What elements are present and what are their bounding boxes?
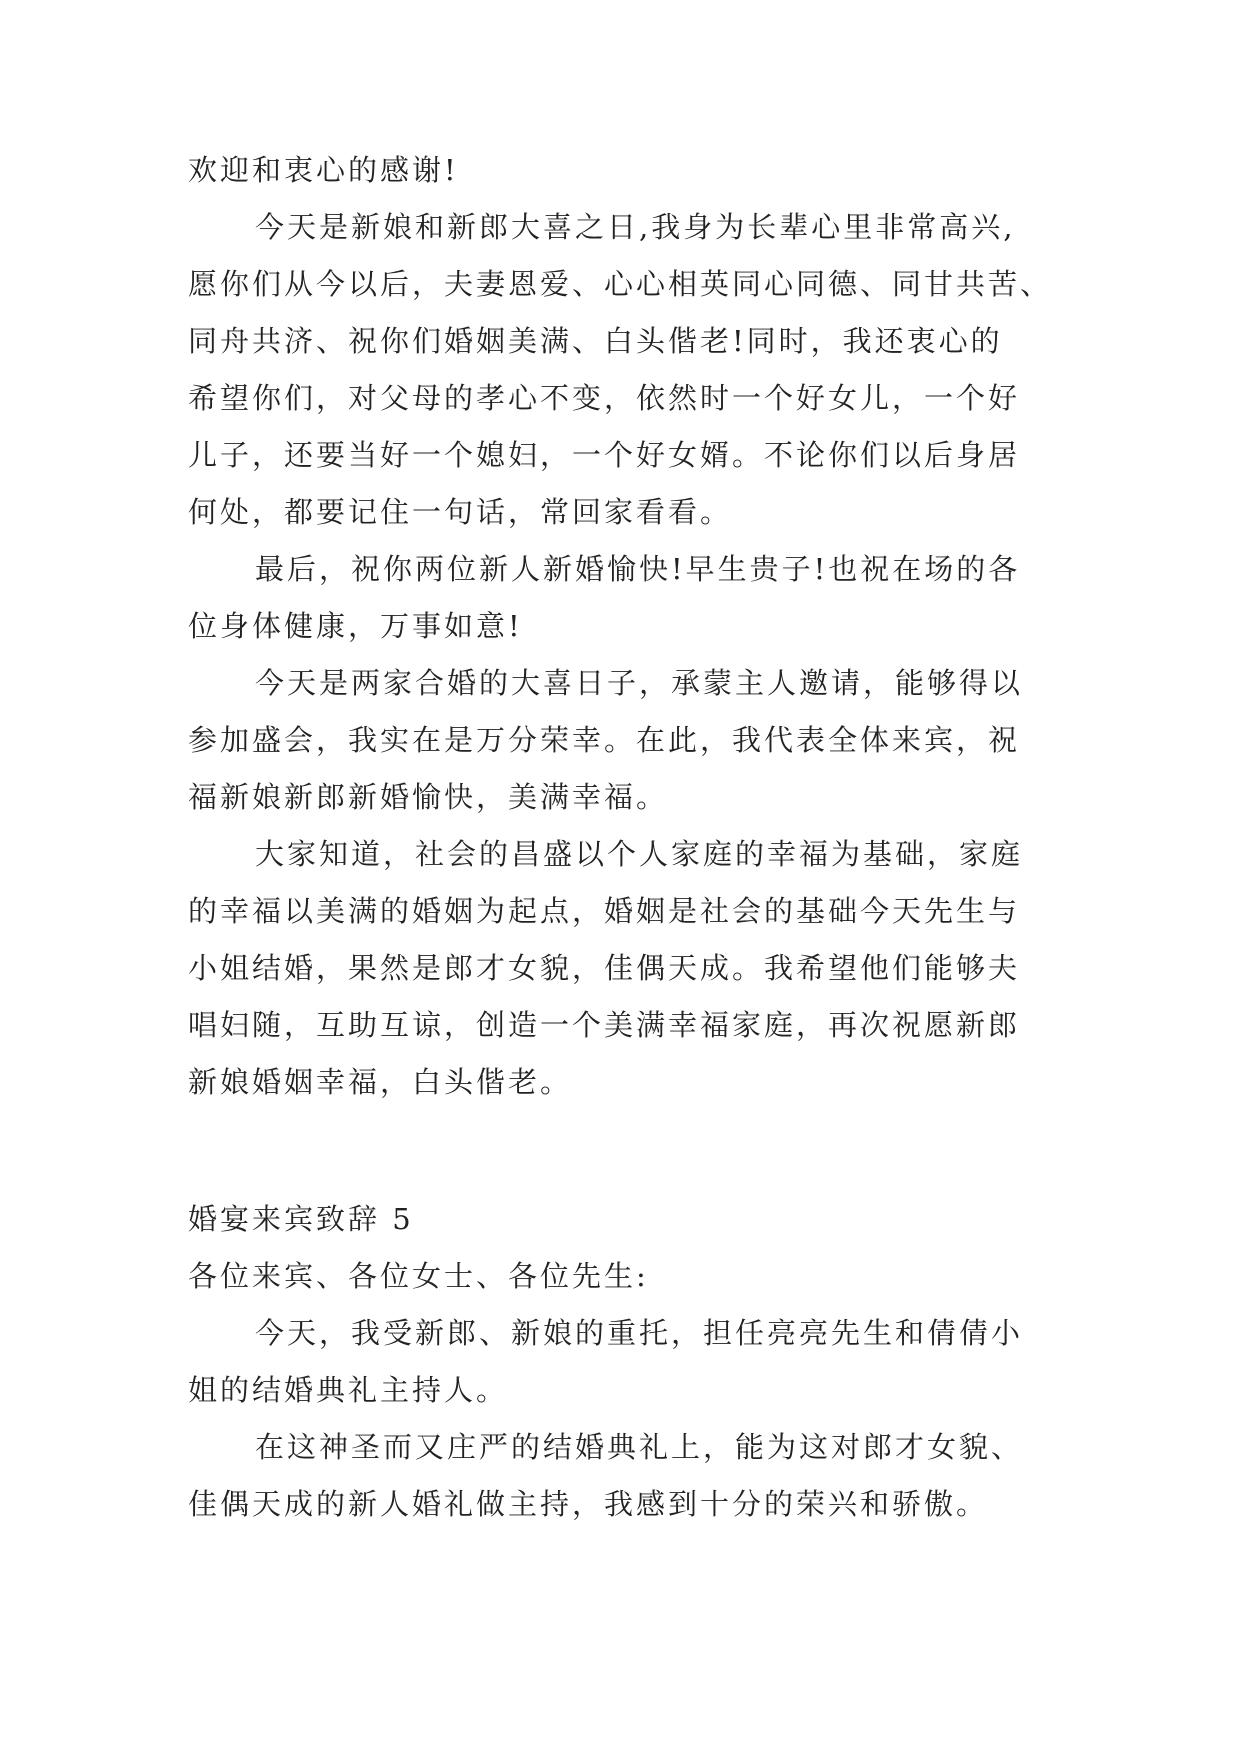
paragraph-line: 大家知道，社会的昌盛以个人家庭的幸福为基础，家庭 — [255, 837, 1024, 871]
text-line: 欢迎和衷心的感谢! — [188, 153, 459, 187]
paragraph-line: 何处，都要记住一句话，常回家看看。 — [188, 495, 733, 529]
paragraph-line: 愿你们从今以后，夫妻恩爱、心心相英同心同德、同甘共苦、 — [188, 267, 1053, 301]
paragraph-line: 福新娘新郎新婚愉快，美满幸福。 — [188, 780, 669, 814]
paragraph-line: 在这神圣而又庄严的结婚典礼上，能为这对郎才女貌、 — [255, 1430, 1024, 1464]
paragraph-line: 希望你们，对父母的孝心不变，依然时一个好女儿，一个好 — [188, 381, 1021, 415]
paragraph-line: 姐的结婚典礼主持人。 — [188, 1373, 509, 1407]
paragraph-line: 今天，我受新郎、新娘的重托，担任亮亮先生和倩倩小 — [255, 1316, 1024, 1350]
paragraph-line: 佳偶天成的新人婚礼做主持，我感到十分的荣兴和骄傲。 — [188, 1487, 989, 1521]
paragraph-line: 唱妇随，互助互谅，创造一个美满幸福家庭，再次祝愿新郎 — [188, 1008, 1021, 1042]
paragraph-line: 儿子，还要当好一个媳妇，一个好女婿。不论你们以后身居 — [188, 438, 1021, 472]
paragraph-line: 小姐结婚，果然是郎才女貌，佳偶天成。我希望他们能够夫 — [188, 951, 1021, 985]
paragraph-line: 今天是两家合婚的大喜日子，承蒙主人邀请，能够得以 — [255, 666, 1024, 700]
paragraph-line: 最后，祝你两位新人新婚愉快!早生贵子!也祝在场的各 — [255, 552, 1021, 586]
section-heading: 婚宴来宾致辞 5 — [188, 1202, 414, 1236]
paragraph-line: 参加盛会，我实在是万分荣幸。在此，我代表全体来宾，祝 — [188, 723, 1021, 757]
paragraph-line: 位身体健康，万事如意! — [188, 609, 523, 643]
paragraph-line: 新娘婚姻幸福，白头偕老。 — [188, 1065, 573, 1099]
paragraph-line: 的幸福以美满的婚姻为起点，婚姻是社会的基础今天先生与 — [188, 894, 1021, 928]
salutation-line: 各位来宾、各位女士、各位先生: — [188, 1259, 649, 1293]
paragraph-line: 今天是新娘和新郎大喜之日,我身为长辈心里非常高兴, — [255, 210, 1016, 244]
paragraph-line: 同舟共济、祝你们婚姻美满、白头偕老!同时，我还衷心的 — [188, 324, 1003, 358]
